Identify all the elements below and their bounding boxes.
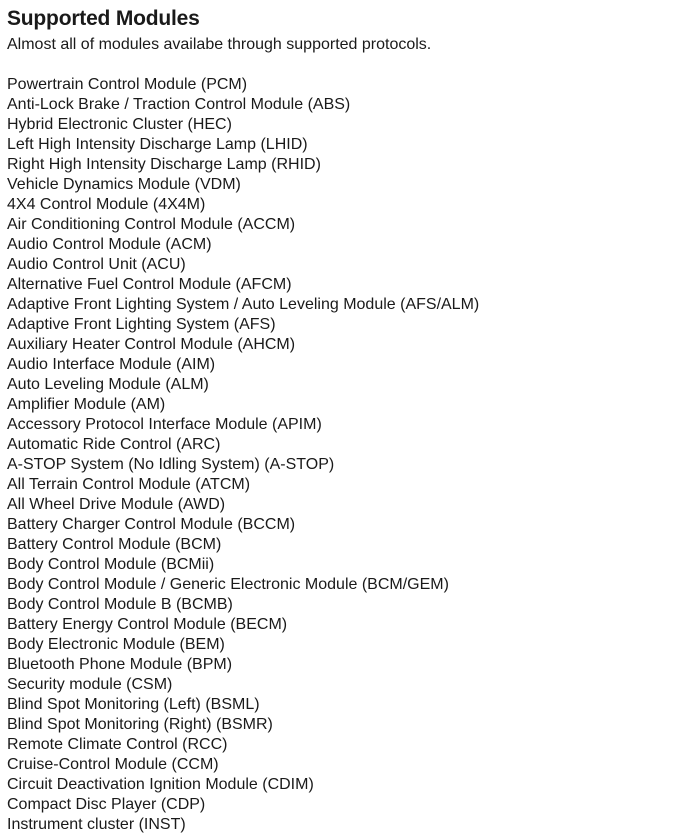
list-item: Body Control Module (BCMii) (7, 556, 215, 573)
list-item: Security module (CSM) (7, 676, 173, 693)
list-item: Accessory Protocol Interface Module (APIM) (7, 416, 322, 433)
list-item: Vehicle Dynamics Module (VDM) (7, 176, 241, 193)
list-item: Remote Climate Control (RCC) (7, 736, 228, 753)
list-item: Hybrid Electronic Cluster (HEC) (7, 116, 232, 133)
list-item: All Terrain Control Module (ATCM) (7, 476, 251, 493)
list-item: Right High Intensity Discharge Lamp (RHID) (7, 156, 321, 173)
list-item: Blind Spot Monitoring (Right) (BSMR) (7, 716, 273, 733)
list-item: Powertrain Control Module (PCM) (7, 76, 248, 93)
list-item: Audio Control Module (ACM) (7, 236, 212, 253)
list-item: Cruise-Control Module (CCM) (7, 756, 219, 773)
list-item: All Wheel Drive Module (AWD) (7, 496, 226, 513)
list-item: 4X4 Control Module (4X4M) (7, 196, 206, 213)
list-item: Blind Spot Monitoring (Left) (BSML) (7, 696, 260, 713)
list-item: Adaptive Front Lighting System (AFS) (7, 316, 276, 333)
list-item: Battery Control Module (BCM) (7, 536, 222, 553)
list-item: Bluetooth Phone Module (BPM) (7, 656, 233, 673)
list-item: Left High Intensity Discharge Lamp (LHID) (7, 136, 308, 153)
module-list (7, 75, 688, 835)
page-title: Supported Modules (7, 7, 200, 30)
list-item: Anti-Lock Brake / Traction Control Module (ABS) (7, 96, 351, 113)
list-item: Audio Control Unit (ACU) (7, 256, 186, 273)
list-item: Auto Leveling Module (ALM) (7, 376, 209, 393)
list-item: Instrument cluster (INST) (7, 816, 186, 833)
list-item: Audio Interface Module (AIM) (7, 356, 216, 373)
list-item: Battery Charger Control Module (BCCM) (7, 516, 296, 533)
list-item: Body Control Module / Generic Electronic Module (BCM/GEM) (7, 576, 449, 593)
list-item: Alternative Fuel Control Module (AFCM) (7, 276, 292, 293)
list-item: Auxiliary Heater Control Module (AHCM) (7, 336, 296, 353)
list-item: Amplifier Module (AM) (7, 396, 166, 413)
list-item: Body Control Module B (BCMB) (7, 596, 233, 613)
list-item: A-STOP System (No Idling System) (A-STOP) (7, 456, 335, 473)
list-item: Battery Energy Control Module (BECM) (7, 616, 288, 633)
page-subtitle: Almost all of modules availabe through supported protocols. (7, 36, 432, 53)
list-item: Body Electronic Module (BEM) (7, 636, 225, 653)
list-item: Air Conditioning Control Module (ACCM) (7, 216, 296, 233)
list-item: Compact Disc Player (CDP) (7, 796, 206, 813)
list-item: Automatic Ride Control (ARC) (7, 436, 221, 453)
list-item: Adaptive Front Lighting System / Auto Leveling Module (AFS/ALM) (7, 296, 480, 313)
list-item: Circuit Deactivation Ignition Module (CDIM) (7, 776, 314, 793)
supported-modules-page (7, 6, 688, 835)
